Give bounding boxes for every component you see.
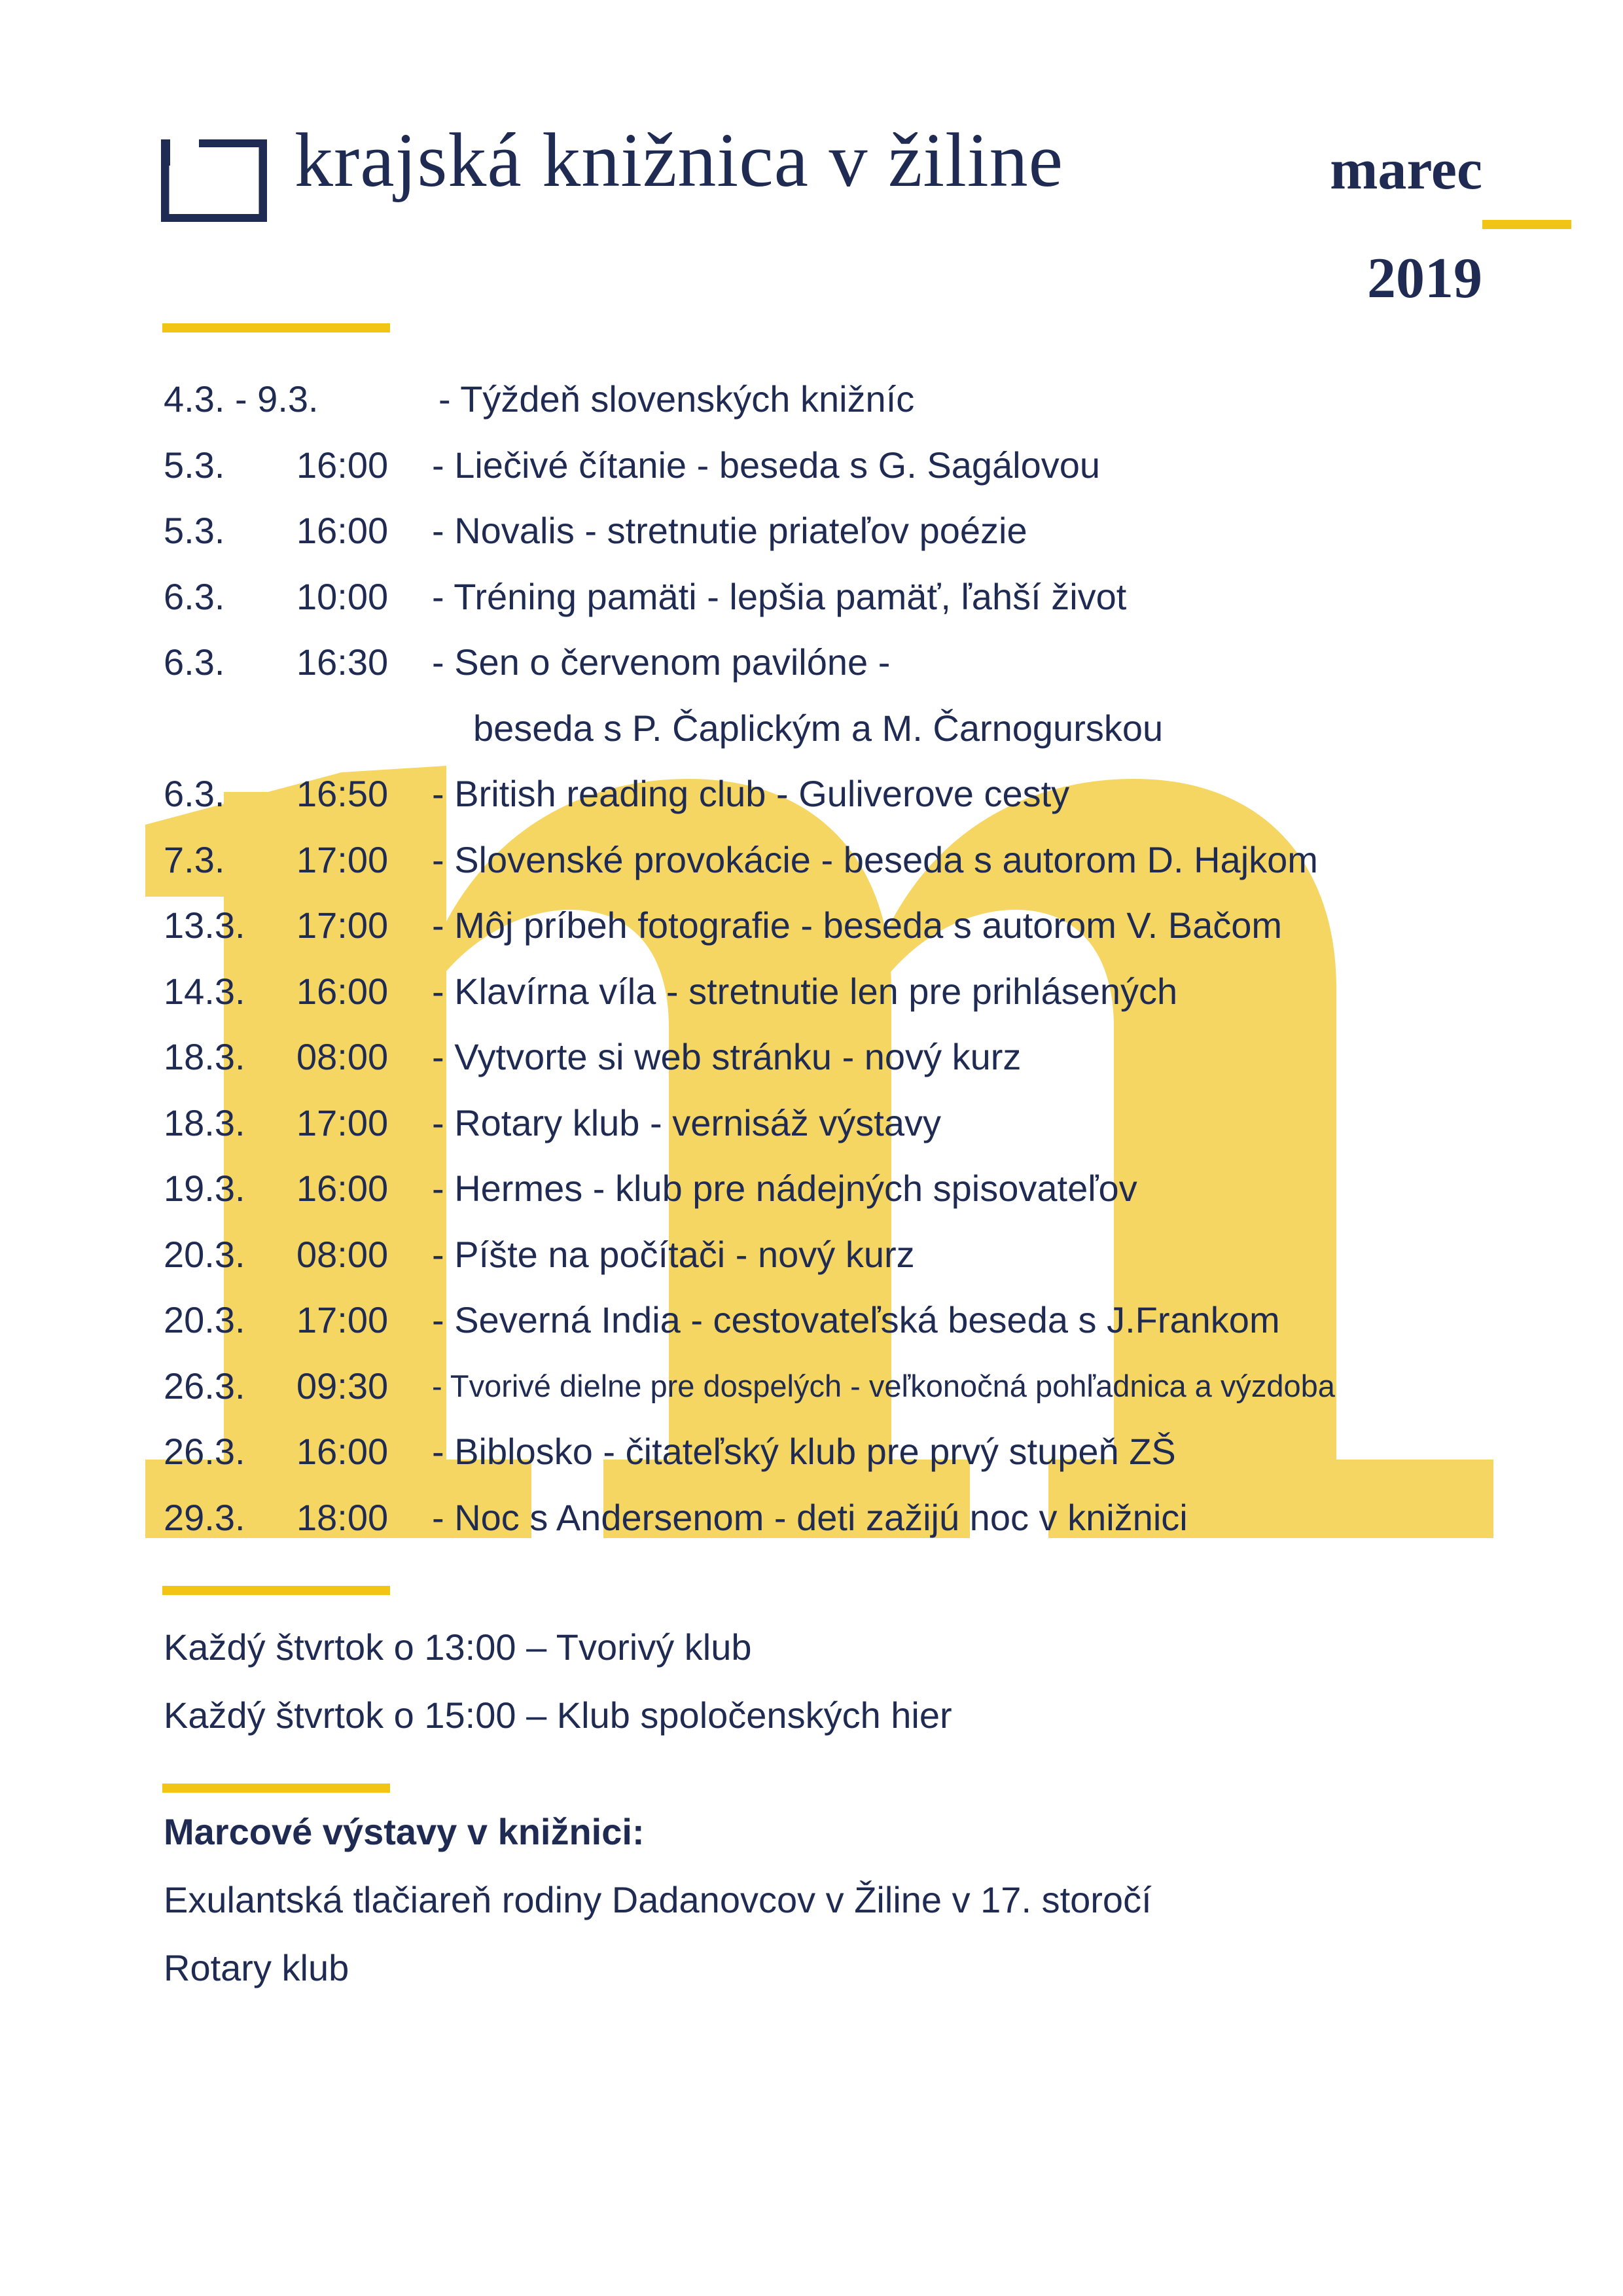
event-row xyxy=(164,1024,1538,1090)
event-description: - Píšte na počítači - nový kurz xyxy=(432,1233,915,1275)
divider-top xyxy=(162,323,390,332)
event-description: - Biblosko - čitateľský klub pre prvý stupeň ZŠ xyxy=(432,1431,1176,1472)
event-description: - Liečivé čítanie - beseda s G. Sagálovou xyxy=(432,444,1101,486)
event-description: beseda s P. Čaplickým a M. Čarnogurskou xyxy=(473,707,1164,749)
event-time: 16:50 xyxy=(296,773,389,814)
event-description: - Rotary klub - vernisáž výstavy xyxy=(432,1102,941,1143)
event-date: 14.3. xyxy=(164,970,245,1012)
event-row xyxy=(164,1485,1538,1551)
event-description: - Hermes - klub pre nádejných spisovateľov xyxy=(432,1168,1137,1209)
event-description: - Môj príbeh fotografie - beseda s autorom V. Bačom xyxy=(432,905,1283,946)
event-description: - British reading club - Guliverove cesty xyxy=(432,773,1070,814)
event-description: - Sen o červenom pavilóne - xyxy=(432,641,891,683)
event-date: 13.3. xyxy=(164,905,245,946)
event-row xyxy=(164,1419,1538,1485)
event-date: 26.3. xyxy=(164,1431,245,1472)
event-date: 18.3. xyxy=(164,1102,245,1143)
event-date: 29.3. xyxy=(164,1496,245,1538)
event-date: 6.3. xyxy=(164,575,225,617)
event-row xyxy=(164,1090,1538,1157)
event-row xyxy=(164,1287,1538,1354)
event-description: - Klavírna víla - stretnutie len pre prihlásených xyxy=(432,970,1178,1012)
event-time: 09:30 xyxy=(296,1365,389,1407)
event-description: - Novalis - stretnutie priateľov poézie xyxy=(432,510,1027,551)
event-row xyxy=(164,1156,1538,1222)
event-date: 6.3. xyxy=(164,641,225,683)
year-title: 2019 xyxy=(1367,247,1482,310)
event-row xyxy=(164,367,1538,433)
exhibitions-title: Marcové výstavy v knižnici: xyxy=(164,1811,645,1852)
library-logo-icon xyxy=(161,139,267,222)
event-time: 16:00 xyxy=(296,1168,389,1209)
event-time: 16:00 xyxy=(296,444,389,486)
event-date: 6.3. xyxy=(164,773,225,814)
exhibitions-section xyxy=(164,1799,1152,2003)
event-row xyxy=(164,433,1538,499)
divider-middle xyxy=(162,1586,390,1595)
weekly-events xyxy=(164,1615,952,1751)
event-time: 08:00 xyxy=(296,1233,389,1275)
event-date: 7.3. xyxy=(164,838,225,880)
event-row-continuation xyxy=(164,696,1538,762)
event-time: 16:00 xyxy=(296,1431,389,1472)
event-date: 20.3. xyxy=(164,1233,245,1275)
event-time: 17:00 xyxy=(296,838,389,880)
event-date: 5.3. xyxy=(164,510,225,551)
exhibition-item: Exulantská tlačiareň rodiny Dadanovcov v Žiline v 17. storočí xyxy=(164,1879,1152,1920)
event-row xyxy=(164,498,1538,564)
event-row xyxy=(164,630,1538,696)
divider-bottom xyxy=(162,1784,390,1793)
event-time: 10:00 xyxy=(296,575,389,617)
event-description: - Týždeň slovenských knižníc xyxy=(438,378,915,420)
event-date: 5.3. xyxy=(164,444,225,486)
month-underline xyxy=(1482,220,1571,229)
event-row xyxy=(164,893,1538,959)
event-description: - Vytvorte si web stránku - nový kurz xyxy=(432,1036,1022,1077)
weekly-event: Každý štvrtok o 15:00 – Klub spoločenských hier xyxy=(164,1695,952,1736)
event-time: 18:00 xyxy=(296,1496,389,1538)
event-row xyxy=(164,564,1538,630)
library-name: krajská knižnica v žiline xyxy=(294,117,1064,203)
event-time: 16:30 xyxy=(296,641,389,683)
weekly-event: Každý štvrtok o 13:00 – Tvorivý klub xyxy=(164,1626,752,1668)
event-row xyxy=(164,959,1538,1025)
event-row xyxy=(164,1354,1538,1420)
event-date: 20.3. xyxy=(164,1299,245,1340)
event-row xyxy=(164,1222,1538,1288)
event-date: 19.3. xyxy=(164,1168,245,1209)
event-time: 08:00 xyxy=(296,1036,389,1077)
event-description: - Tvorivé dielne pre dospelých - veľkonočná pohľadnica a výzdoba xyxy=(432,1368,1335,1403)
event-row xyxy=(164,761,1538,827)
event-date: 18.3. xyxy=(164,1036,245,1077)
event-time: 17:00 xyxy=(296,1102,389,1143)
event-description: - Noc s Andersenom - deti zažijú noc v knižnici xyxy=(432,1496,1188,1538)
event-time: 16:00 xyxy=(296,510,389,551)
event-row xyxy=(164,827,1538,893)
event-date: 4.3. - 9.3. xyxy=(164,378,319,420)
event-description: - Severná India - cestovateľská beseda s J.Frankom xyxy=(432,1299,1280,1340)
exhibition-item: Rotary klub xyxy=(164,1947,349,1988)
event-time: 17:00 xyxy=(296,1299,389,1340)
event-description: - Slovenské provokácie - beseda s autorom D. Hajkom xyxy=(432,838,1318,880)
event-date: 26.3. xyxy=(164,1365,245,1407)
month-title: marec xyxy=(1330,138,1482,202)
event-time: 16:00 xyxy=(296,970,389,1012)
event-description: - Tréning pamäti - lepšia pamäť, ľahší život xyxy=(432,575,1127,617)
event-time: 17:00 xyxy=(296,905,389,946)
events-list xyxy=(164,367,1538,1551)
